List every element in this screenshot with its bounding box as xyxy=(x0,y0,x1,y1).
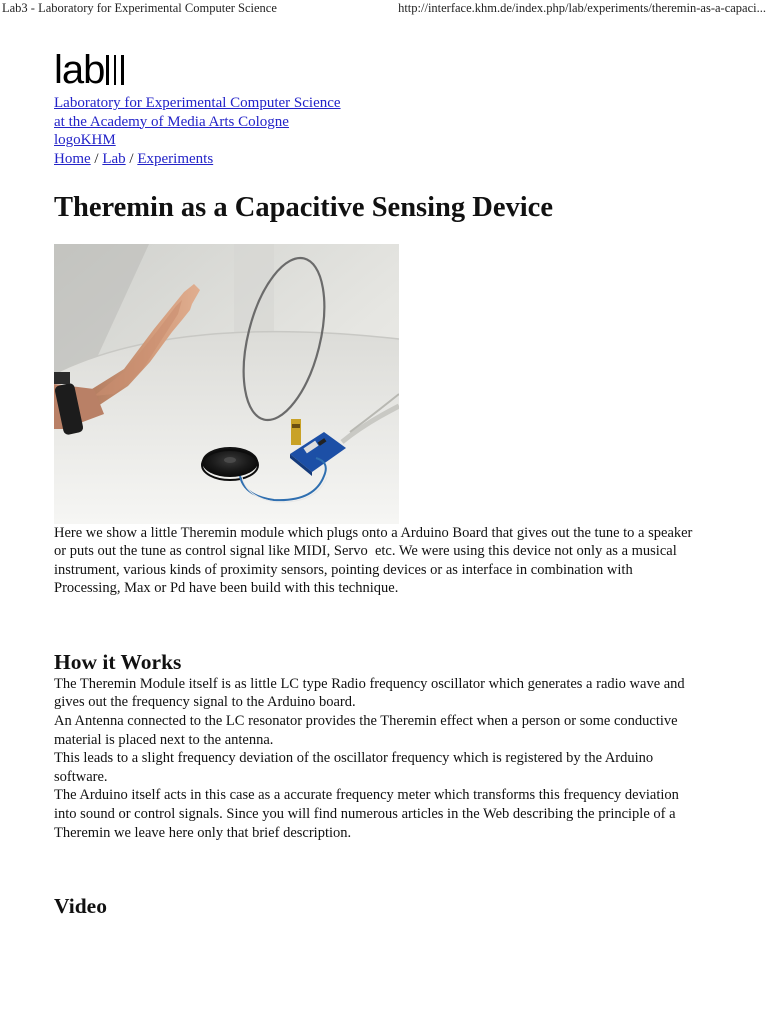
intro-paragraph xyxy=(54,524,724,598)
page-content xyxy=(54,50,724,919)
print-header-url: http://interface.khm.de/index.php/lab/experiments/theremin-as-a-capaci... xyxy=(398,1,766,15)
print-header-title: Lab3 - Laboratory for Experimental Computer Science xyxy=(2,1,277,15)
intro-line: or puts out the tune as control signal like MIDI, Servo etc. We were using this device not only as a musical xyxy=(54,543,677,560)
how-line: An Antenna connected to the LC resonator provides the Theremin effect when a person or some conductive xyxy=(54,713,678,730)
breadcrumb-lab[interactable]: Lab xyxy=(102,150,126,167)
breadcrumb-separator: / xyxy=(90,150,103,167)
logo-text: lab xyxy=(54,48,105,92)
how-it-works-paragraph xyxy=(54,675,724,842)
breadcrumb-experiments[interactable]: Experiments xyxy=(137,150,214,167)
page-title: Theremin as a Capacitive Sensing Device xyxy=(54,191,553,223)
theremin-photo xyxy=(54,244,399,524)
how-it-works-heading: How it Works xyxy=(54,649,182,674)
breadcrumb-separator: / xyxy=(125,150,138,167)
how-line: into sound or control signals. Since you will find numerous articles in the Web describing the principle of a xyxy=(54,806,676,823)
link-logo-khm[interactable]: logoKHM xyxy=(54,132,116,148)
breadcrumb xyxy=(54,150,724,169)
how-line: software. xyxy=(54,768,108,785)
theremin-photo-illustration xyxy=(54,244,399,524)
print-header xyxy=(0,0,768,18)
how-line: gives out the frequency signal to the Arduino board. xyxy=(54,694,356,711)
breadcrumb-home[interactable]: Home xyxy=(54,150,91,167)
link-academy[interactable]: at the Academy of Media Arts Cologne xyxy=(54,113,289,130)
how-line: Theremin we leave here only that brief description. xyxy=(54,824,352,841)
link-lab-name[interactable]: Laboratory for Experimental Computer Science xyxy=(54,95,341,111)
header-links xyxy=(54,94,724,150)
site-logo[interactable] xyxy=(54,50,724,94)
how-line: The Theremin Module itself is as little LC type Radio frequency oscillator which generates a radio wave and xyxy=(54,675,685,692)
intro-line: instrument, various kinds of proximity sensors, pointing devices or as interface in combination with xyxy=(54,561,633,578)
how-line: The Arduino itself acts in this case as a accurate frequency meter which transforms this frequency deviation xyxy=(54,787,679,804)
how-line: This leads to a slight frequency deviation of the oscillator frequency which is registered by the Arduino xyxy=(54,750,654,767)
video-heading: Video xyxy=(54,894,107,919)
intro-line: Here we show a little Theremin module which plugs onto a Arduino Board that gives out the tune to a speaker xyxy=(54,524,693,541)
logo-bars-icon xyxy=(106,50,129,90)
how-line: material is placed next to the antenna. xyxy=(54,731,274,748)
intro-line: Processing, Max or Pd have been build with this technique. xyxy=(54,580,399,597)
